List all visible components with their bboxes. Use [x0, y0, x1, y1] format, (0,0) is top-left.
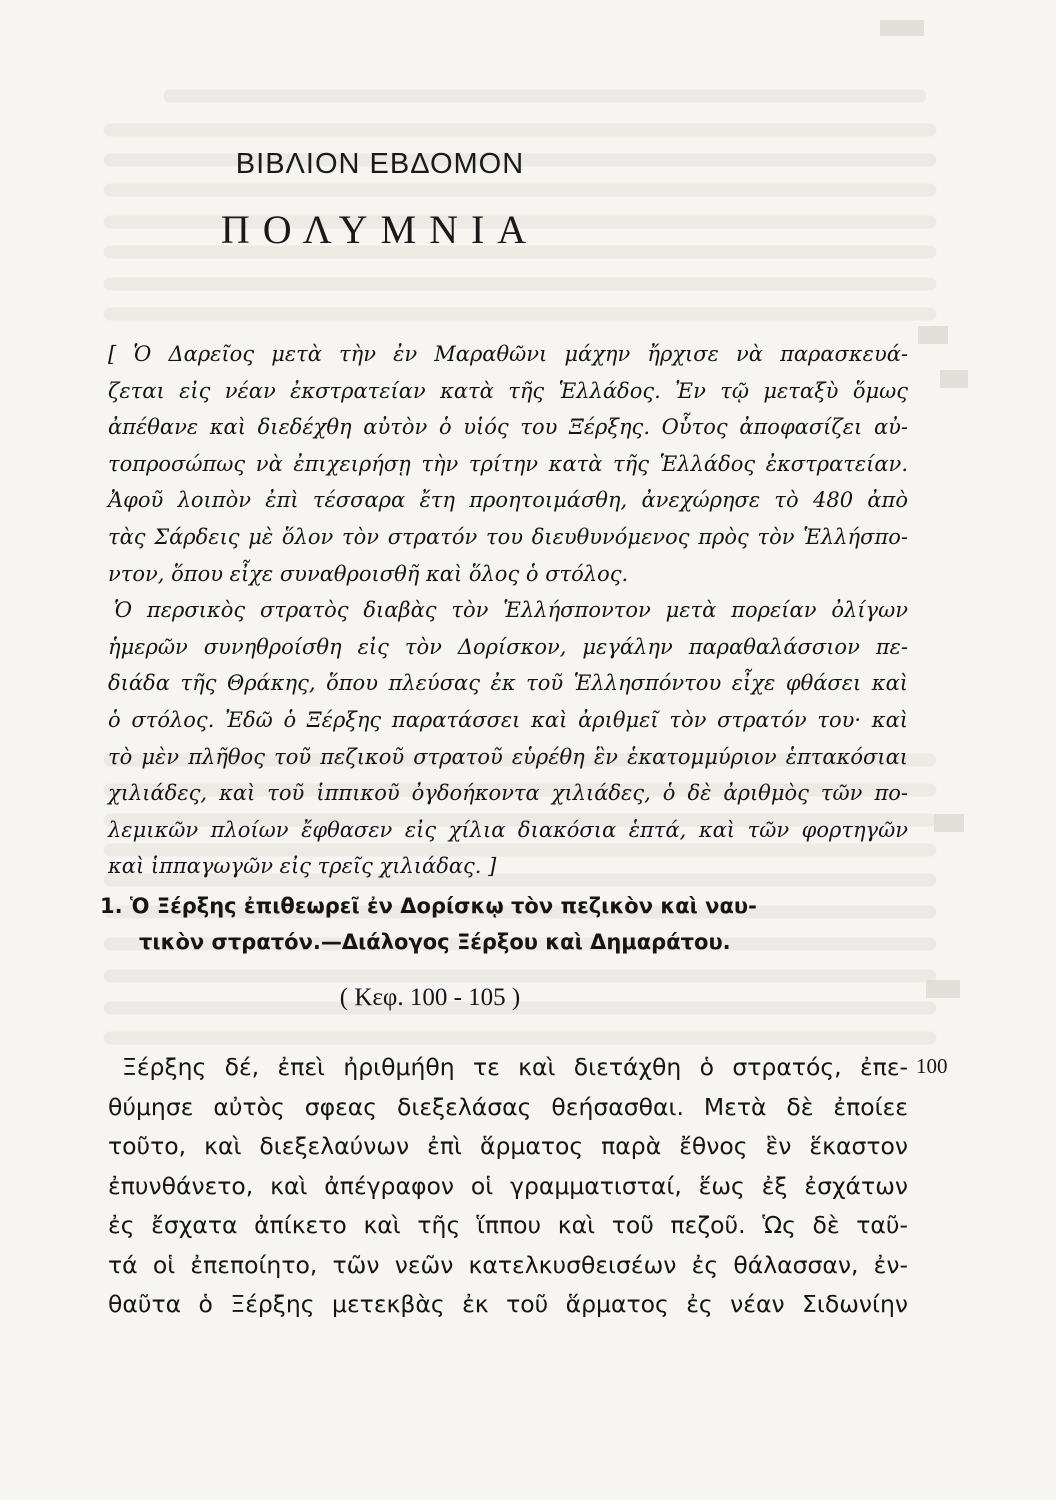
summary-line: τὸ μὲν πλῆθος τοῦ πεζικοῦ στρατοῦ εὑρέθη ἓν ἑκατομμύριον ἑπτακόσιαι	[108, 744, 908, 769]
text-line: θύμησε αὐτὸς σφεας διεξελάσας θεήσασθαι. Μετὰ δὲ ἐποίεε	[108, 1092, 908, 1121]
summary-line: χιλιάδες, καὶ τοῦ ἱππικοῦ ὀγδοήκοντα χιλιάδες, ὁ δὲ ἀριθμὸς τῶν πο-	[108, 781, 908, 806]
section-heading-line: 1. Ὁ Ξέρξης ἐπιθεωρεῖ ἐν Δορίσκῳ τὸν πεζικὸν καὶ ναυ-	[100, 894, 757, 918]
text-line: Ξέρξης δέ, ἐπεὶ ἠριθμήθη τε καὶ διετάχθη ὁ στρατός, ἐπε-	[122, 1053, 908, 1081]
summary-line: ὁ στόλος. Ἐδῶ ὁ Ξέρξης παρατάσσει καὶ ἀριθμεῖ τὸν στρατόν του· καὶ	[108, 707, 908, 732]
summary-line: [ Ὁ Δαρεῖος μετὰ τὴν ἐν Μαραθῶνι μάχην ἤρχισε νὰ παρασκευά-	[108, 342, 908, 366]
section-heading	[100, 888, 900, 960]
summary-line: καὶ ἱππαγωγῶν εἰς τρεῖς χιλιάδας. ]	[108, 854, 497, 879]
book-name: ΠΟΛΥΜΝΙΑ	[220, 207, 540, 252]
summary-line: ζεται εἰς νέαν ἐκστρατείαν κατὰ τῆς Ἑλλάδος. Ἐν τῷ μεταξὺ ὅμως	[108, 378, 908, 403]
summary-line: λεμικῶν πλοίων ἔφθασεν εἰς χίλια διακόσια ἑπτά, καὶ τῶν φορτηγῶν	[108, 817, 908, 842]
summary-line: Ὁ περσικὸς στρατὸς διαβὰς τὸν Ἑλλήσποντον μετὰ πορείαν ὀλίγων	[114, 598, 908, 623]
text-line: τά οἱ ἐπεποίητο, τῶν νεῶν κατελκυσθεισέων ἐς θάλασσαν, ἐν-	[108, 1250, 908, 1279]
text-line: ἐπυνθάνετο, καὶ ἀπέγραφον οἱ γραμματισταί, ἕως ἐξ ἐσχάτων	[108, 1171, 908, 1200]
greek-text-block	[108, 1048, 908, 1325]
summary-line: ντον, ὅπου εἶχε συναθροισθῆ καὶ ὅλος ὁ στόλος.	[108, 561, 629, 586]
summary-line: ἀπέθανε καὶ διεδέχθη αὐτὸν ὁ υἱός του Ξέρξης. Οὗτος ἀποφασίζει αὐ-	[108, 415, 908, 440]
summary-block	[108, 336, 908, 885]
summary-line: τὰς Σάρδεις μὲ ὅλον τὸν στρατόν του διευθυνόμενος πρὸς τὸν Ἑλλήσπο-	[108, 524, 908, 549]
text-line: θαῦτα ὁ Ξέρξης μετεκβὰς ἐκ τοῦ ἅρματος ἐς νέαν Σιδωνίην	[108, 1290, 908, 1318]
summary-line: Ἀφοῦ λοιπὸν ἐπὶ τέσσαρα ἔτη προητοιμάσθη, ἀνεχώρησε τὸ 480 ἀπὸ	[108, 488, 908, 513]
summary-line: τοπροσώπως νὰ ἐπιχειρήσῃ τὴν τρίτην κατὰ τῆς Ἑλλάδος ἐκστρατείαν.	[108, 451, 908, 476]
chapter-reference: ( Κεφ. 100 - 105 )	[339, 984, 521, 1011]
text-line: τοῦτο, καὶ διεξελαύνων ἐπὶ ἅρματος παρὰ ἔθνος ἓν ἕκαστον	[108, 1132, 908, 1160]
text-line: ἐς ἔσχατα ἀπίκετο καὶ τῆς ἵππου καὶ τοῦ πεζοῦ. Ὡς δὲ ταῦ-	[108, 1211, 908, 1239]
summary-line: ἡμερῶν συνηθροίσθη εἰς τὸν Δορίσκον, μεγάλην παραθαλάσσιον πε-	[108, 634, 908, 659]
summary-line: διάδα τῆς Θράκης, ὅπου πλεύσας ἐκ τοῦ Ἑλλησπόντου εἶχε φθάσει καὶ	[108, 671, 908, 696]
book-title: ΒΙΒΛΙΟΝ ΕΒΔΟΜΟΝ	[235, 148, 525, 180]
section-heading-line: τικὸν στρατόν.—Διάλογος Ξέρξου καὶ Δημαράτου.	[139, 930, 731, 954]
margin-chapter-number: 100	[916, 1054, 948, 1078]
